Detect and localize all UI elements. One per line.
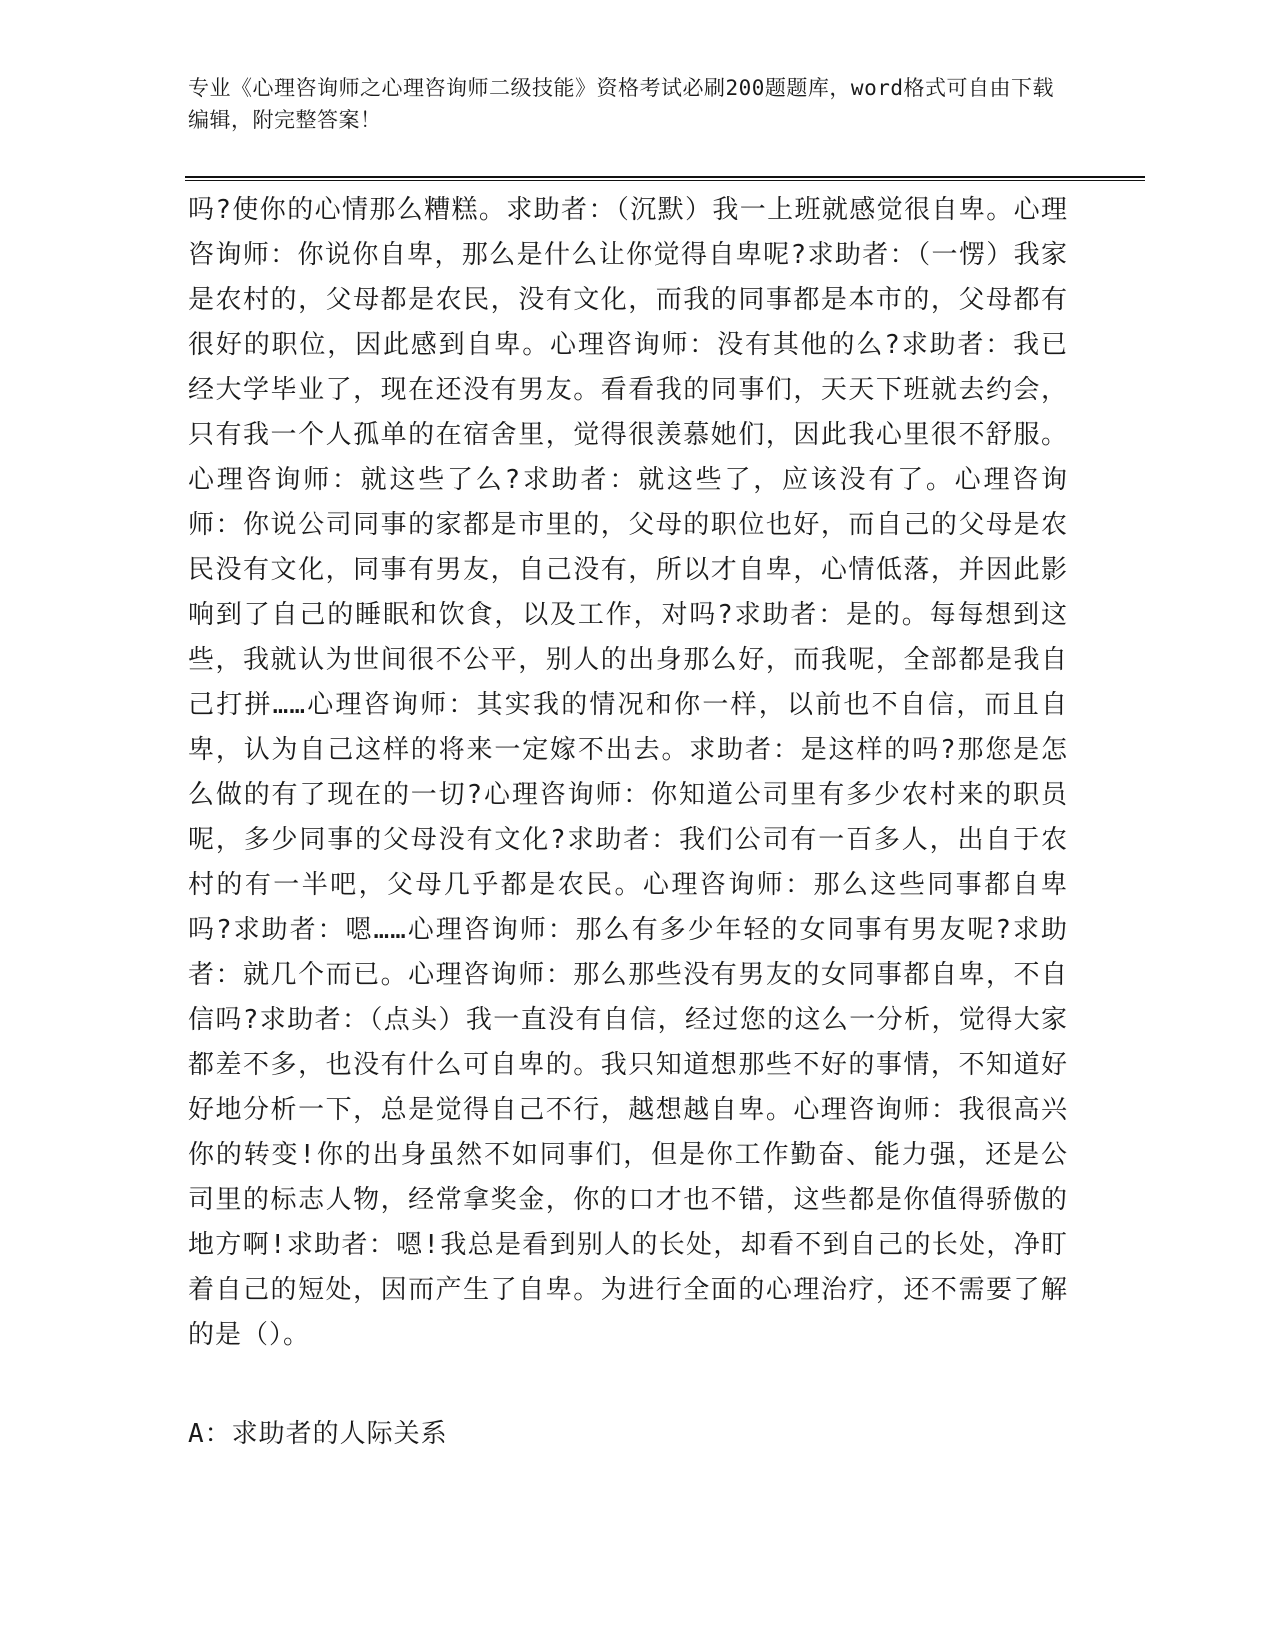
page-header xyxy=(188,72,1068,136)
question-text: 吗?使你的心情那么糟糕。求助者：（沉默）我一上班就感觉很自卑。心理咨询师：你说你自卑，那么是什么让你觉得自卑呢?求助者：（一愣）我家是农村的，父母都是农民，没有文化，而我的同事都是本市的，父母都有很好的职位，因此感到自卑。心理咨询师：没有其他的么?求助者：我已经大学毕业了，现在还没有男友。看看我的同事们，天天下班就去约会，只有我一个人孤单的在宿舍里，觉得很羡慕她们，因此我心里很不舒服。心理咨询师：就这些了么?求助者：就这些了，应该没有了。心理咨询师：你说公司同事的家都是市里的，父母的职位也好，而自己的父母是农民没有文化，同事有男友，自己没有，所以才自卑，心情低落，并因此影响到了自己的睡眠和饮食，以及工作，对吗?求助者：是的。每每想到这些，我就认为世间很不公平，别人的出身那么好，而我呢，全部都是我自己打拼……心理咨询师：其实我的情况和你一样，以前也不自信，而且自卑，认为自己这样的将来一定嫁不出去。求助者：是这样的吗?那您是怎么做的有了现在的一切?心理咨询师：你知道公司里有多少农村来的职员呢，多少同事的父母没有文化?求助者：我们公司有一百多人，出自于农村的有一半吧，父母几乎都是农民。心理咨询师：那么这些同事都自卑吗?求助者：嗯……心理咨询师：那么有多少年轻的女同事有男友呢?求助者：就几个而已。心理咨询师：那么那些没有男友的女同事都自卑，不自信吗?求助者：（点头）我一直没有自信，经过您的这么一分析，觉得大家都差不多，也没有什么可自卑的。我只知道想那些不好的事情，不知道好好地分析一下，总是觉得自己不行，越想越自卑。心理咨询师：我很高兴你的转变!你的出身虽然不如同事们，但是你工作勤奋、能力强，还是公司里的标志人物，经常拿奖金，你的口才也不错，这些都是你值得骄傲的地方啊!求助者：嗯!我总是看到别人的长处，却看不到自己的长处，净盯着自己的短处，因而产生了自卑。为进行全面的心理治疗，还不需要了解的是（）。 xyxy=(188,195,1068,1350)
header-title: 专业《心理咨询师之心理咨询师二级技能》资格考试必刷200题题库，word格式可自由下载编辑，附完整答案！ xyxy=(188,76,1054,132)
option-a: A：求助者的人际关系 xyxy=(188,1419,448,1449)
header-divider xyxy=(185,176,1145,181)
